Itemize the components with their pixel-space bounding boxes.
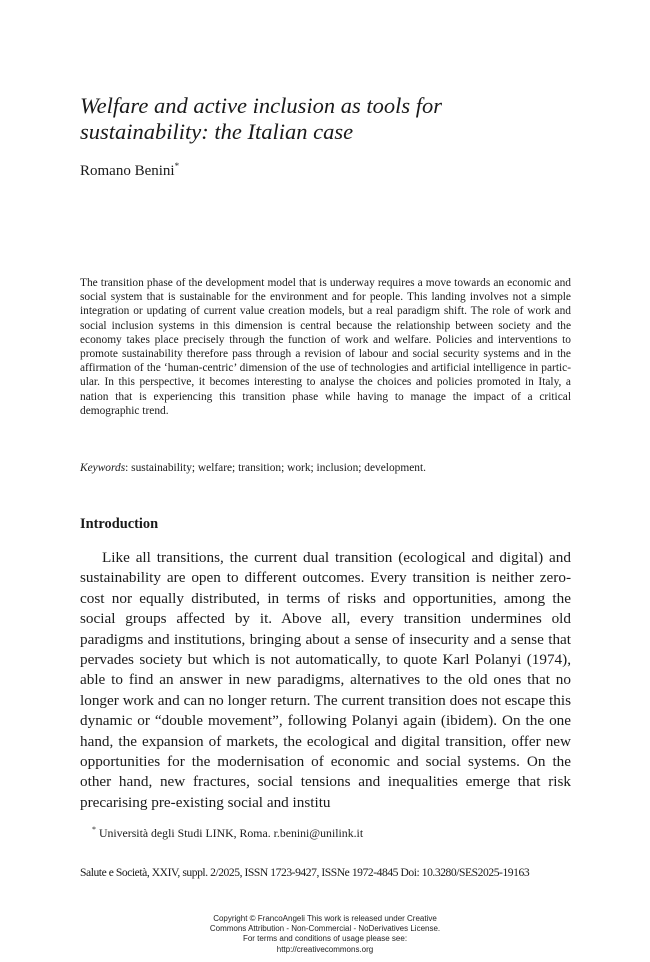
introduction-paragraph: Like all transitions, the current dual transition (ecological and digital) and sustainability are open to different outcomes. Every transition is neither zero-cost nor equally distributed, in terms of risks and opportunities, among the social groups affected by it. Above all, every transition undermines old paradigms and institutions, bringing about a sense of insecurity and a sense that pervades society but which is not automatically, to quote Karl Polanyi (1974), able to find an answer in new paradigms, alternatives to the old ones that no longer work and can no longer return. The current transition does not escape this dynamic or “double movement”, following Polanyi again (ibidem). On the one hand, the expansion of markets, the ecological and digital transition, offer new opportunities for the modernisation of economic and social systems. On the other hand, new fractures, social tensions and inequalities emerge that risk precarising pre-existing social and institu	[80, 549, 571, 811]
author-footnote-mark: *	[174, 161, 180, 171]
title-line-2: sustainability: the Italian case	[80, 119, 354, 144]
license-line-1: Copyright © FrancoAngeli This work is released under Creative	[213, 914, 437, 923]
keywords-list: : sustainability; welfare; transition; work; inclusion; development.	[125, 462, 426, 474]
journal-citation: Salute e Società, XXIV, suppl. 2/2025, ISSN 1723-9427, ISSNe 1972-4845 Doi: 10.3280/SES2025-19163	[80, 866, 530, 879]
footnote-mark: *	[92, 825, 96, 834]
footnote-text: Università degli Studi LINK, Roma. r.benini@unilink.it	[96, 826, 364, 840]
license-link[interactable]: http://creativecommons.org	[276, 944, 374, 954]
author-name	[80, 162, 179, 180]
license-line-3: For terms and conditions of usage please see:	[242, 934, 408, 944]
keywords-line	[80, 461, 571, 475]
article-title	[80, 93, 580, 145]
keywords-label: Keywords	[80, 462, 126, 474]
license-notice	[0, 914, 650, 955]
abstract-text: The transition phase of the development model that is underway requires a move towards an economic and social system that is sustainable for the environment and for people. This landing involves not a simple integration or updating of current value creation models, but a real paradigm shift. The role of work and social inclusion systems in this dimension is central because the relationship between society and the economy takes place precisely through the function of work and welfare. Policies and interventions to promote sustainability therefore pass through a revision of labour and social security systems and in the affirmation of the ‘human-centric’ dimension of the use of technologies and artificial intelligence in particular. In this perspective, it becomes interesting to analyse the choices and policies promoted in Italy, a nation that is experiencing this transition phase while having to manage the impact of a critical demographic trend.	[80, 277, 571, 417]
title-line-1: Welfare and active inclusion as tools for	[80, 93, 443, 118]
author-affiliation-footnote	[80, 826, 571, 840]
author-label: Romano Benini	[80, 163, 175, 179]
license-line-2: Commons Attribution - Non-Commercial - NoDerivatives License.	[209, 924, 441, 934]
section-heading-introduction: Introduction	[80, 516, 159, 532]
